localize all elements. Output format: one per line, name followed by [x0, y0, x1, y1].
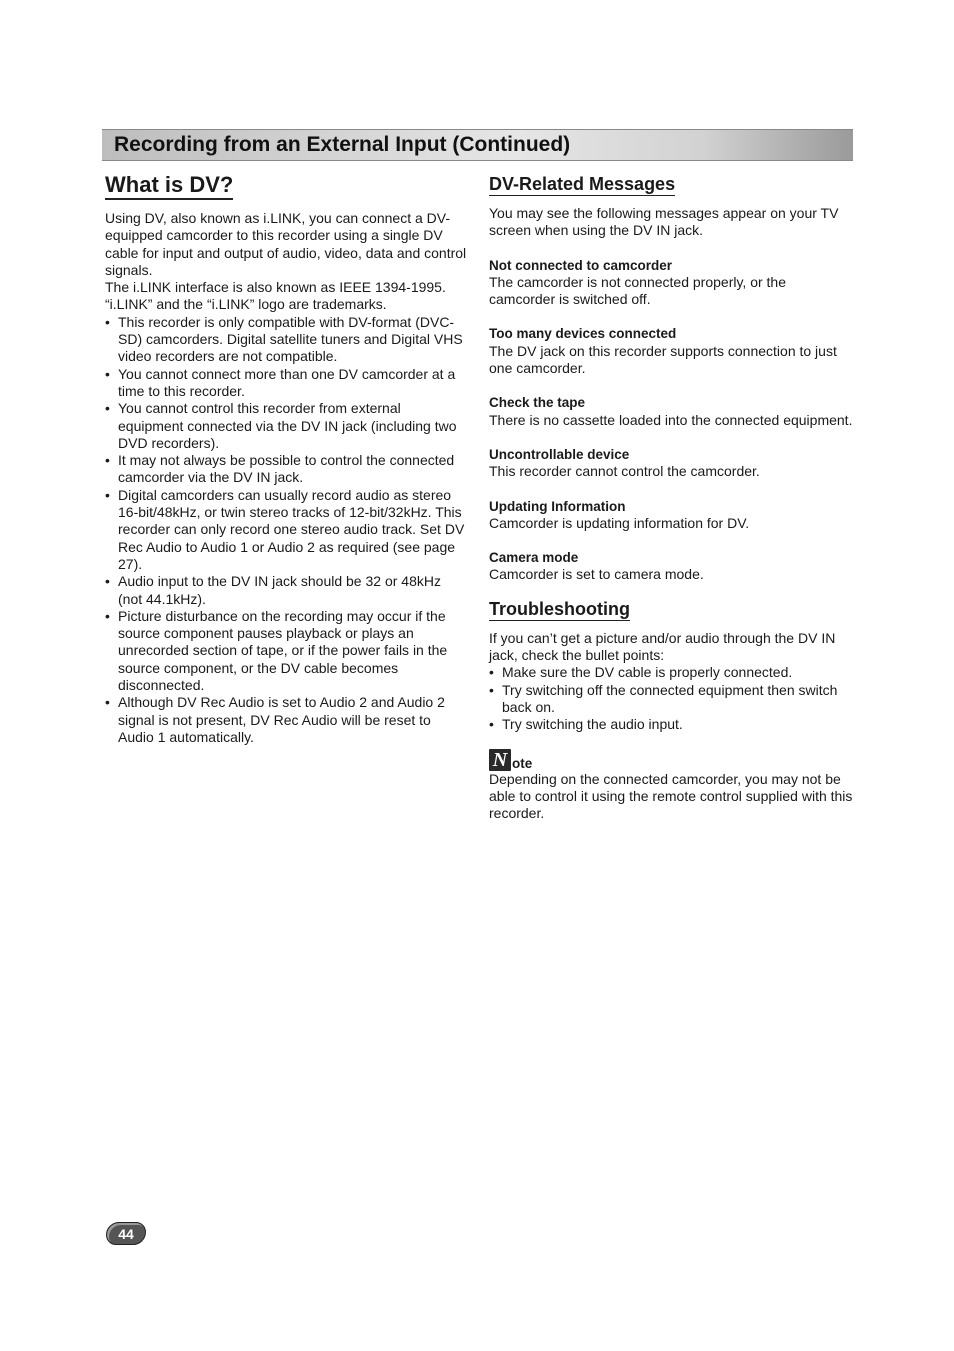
- list-item: • Picture disturbance on the recording may occur if the source component pauses playback or plays an unrecorded section of tape, or if the power fails in the source component, or the DV cable becomes disconnected.: [105, 608, 467, 694]
- message-entry: [489, 257, 854, 309]
- list-item: • Try switching off the connected equipment then switch back on.: [489, 682, 854, 717]
- intro-paragraph: The i.LINK interface is also known as IEEE 1394-1995. “i.LINK” and the “i.LINK” logo are trademarks.: [105, 279, 446, 313]
- list-item: • It may not always be possible to control the connected camcorder via the DV IN jack.: [105, 452, 467, 487]
- what-is-dv-heading: What is DV?: [105, 172, 233, 200]
- right-column: [489, 172, 854, 822]
- message-text: Camcorder is updating information for DV.: [489, 514, 750, 531]
- message-text: The DV jack on this recorder supports connection to just one camcorder.: [489, 342, 837, 377]
- section-banner: [102, 129, 853, 161]
- message-entry: [489, 394, 854, 429]
- list-item: • Make sure the DV cable is properly connected.: [489, 664, 854, 681]
- left-column: [105, 172, 467, 746]
- message-entry: [489, 498, 854, 533]
- message-title: Updating Information: [489, 498, 626, 514]
- troubleshooting-list: [489, 664, 854, 733]
- message-title: Not connected to camcorder: [489, 257, 673, 273]
- list-item: • Digital camcorders can usually record audio as stereo 16-bit/48kHz, or twin stereo tracks of 12-bit/32kHz. This recorder can only record one stereo audio track. Set DV Rec Audio to Audio 1 or Audio 2 as required (see page 27).: [105, 487, 467, 573]
- note-header: [489, 749, 854, 771]
- dv-notes-list: [105, 314, 467, 746]
- message-text: This recorder cannot control the camcorder.: [489, 463, 760, 480]
- troubleshooting-intro: If you can’t get a picture and/or audio through the DV IN jack, check the bullet points:: [489, 629, 836, 664]
- list-item: • You cannot connect more than one DV camcorder at a time to this recorder.: [105, 366, 467, 401]
- message-title: Uncontrollable device: [489, 446, 630, 462]
- note-text: Depending on the connected camcorder, you may not be able to control it using the remote control supplied with this recorder.: [489, 770, 853, 822]
- list-item: • Audio input to the DV IN jack should be 32 or 48kHz (not 44.1kHz).: [105, 573, 467, 608]
- message-title: Camera mode: [489, 550, 579, 566]
- message-title: Too many devices connected: [489, 326, 677, 342]
- message-title: Check the tape: [489, 395, 586, 411]
- message-text: There is no cassette loaded into the connected equipment.: [489, 411, 853, 428]
- list-item: • This recorder is only compatible with DV-format (DVC-SD) camcorders. Digital satellite tuners and Digital VHS video recorders are not compatible.: [105, 314, 467, 366]
- banner-title: Recording from an External Input (Continued): [114, 133, 571, 156]
- message-text: The camcorder is not connected properly, or the camcorder is switched off.: [489, 273, 787, 308]
- note-label: ote: [512, 755, 533, 771]
- message-text: Camcorder is set to camera mode.: [489, 566, 704, 583]
- list-item: • You cannot control this recorder from external equipment connected via the DV IN jack (including two DVD recorders).: [105, 400, 467, 452]
- dv-messages-heading: DV-Related Messages: [489, 174, 676, 194]
- list-item: • Although DV Rec Audio is set to Audio 2 and Audio 2 signal is not present, DV Rec Audio will be reset to Audio 1 automatically.: [105, 694, 467, 746]
- message-entry: [489, 549, 854, 584]
- note-icon: N: [489, 749, 511, 771]
- page-number-badge: 44: [106, 1222, 146, 1245]
- message-entry: [489, 446, 854, 481]
- intro-paragraph: Using DV, also known as i.LINK, you can connect a DV-equipped camcorder to this recorder using a single DV cable for input and output of audio, video, data and control signals.: [105, 210, 467, 278]
- troubleshooting-heading: Troubleshooting: [489, 598, 630, 619]
- list-item: • Try switching the audio input.: [489, 716, 854, 733]
- message-entry: [489, 325, 854, 377]
- messages-intro: You may see the following messages appear on your TV screen when using the DV IN jack.: [489, 205, 839, 239]
